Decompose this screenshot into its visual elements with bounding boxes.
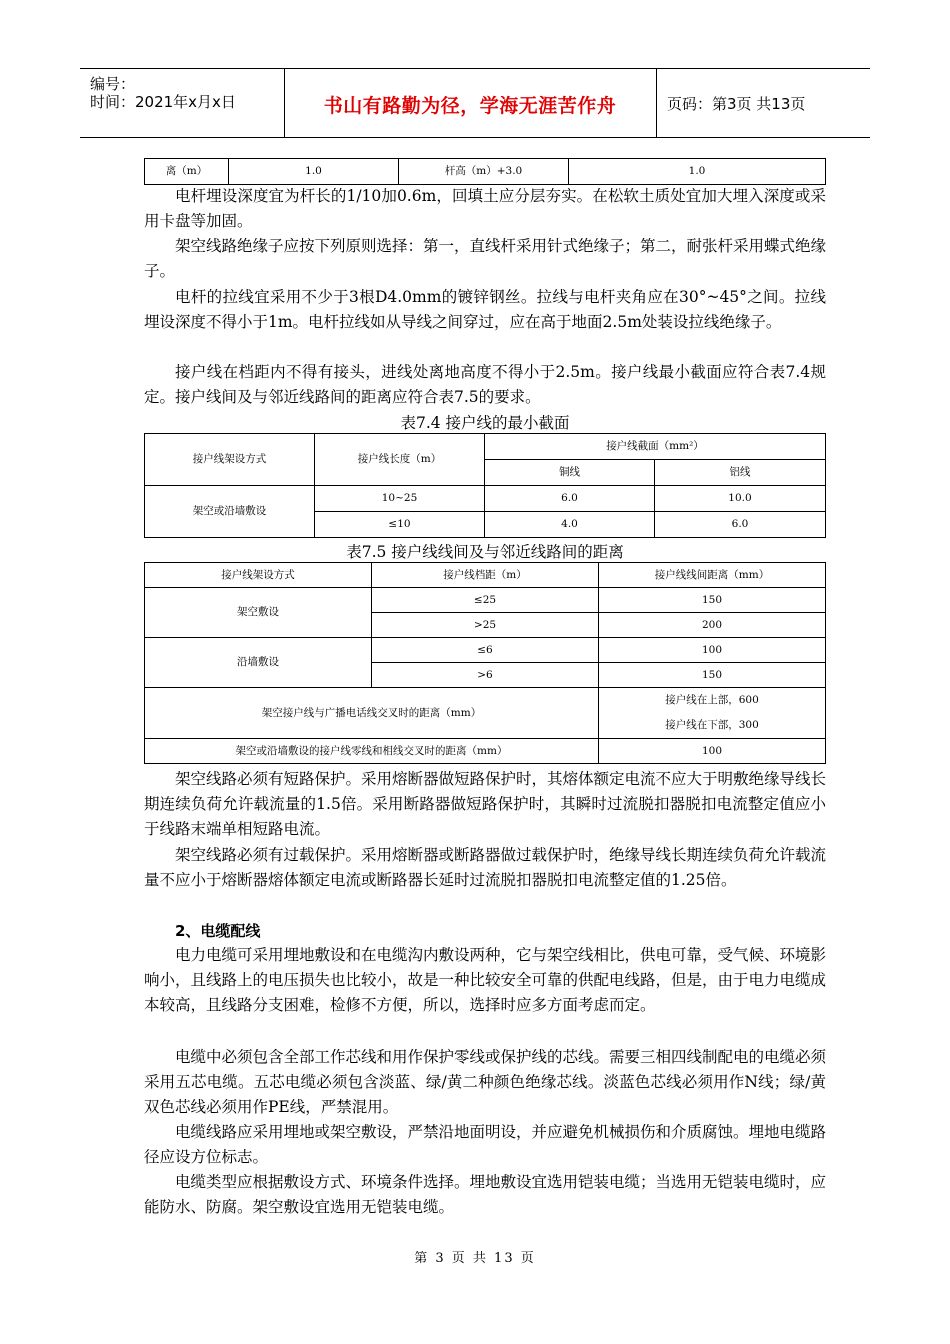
table-7-5-caption: 表7.5 接户线线间及与邻近线路间的距离 xyxy=(346,543,624,561)
table-cell: 200 xyxy=(599,613,826,638)
page-footer: 第 3 页 共 13 页 xyxy=(414,1251,536,1266)
table-cell: ≤6 xyxy=(372,638,599,663)
table-cell: 150 xyxy=(599,588,826,613)
table-cell: 6.0 xyxy=(485,486,655,512)
broadcast-lower: 接户线在下部，300 xyxy=(665,719,759,731)
time-label: 时间：2021年x月x日 xyxy=(90,93,236,111)
table-cell: >6 xyxy=(372,663,599,688)
paragraph-short-circuit: 架空线路必须有短路保护。采用熔断器做短路保护时，其熔体额定电流不应大于明敷绝缘导线长期连续负荷允许载流量的1.5倍。采用断路器做短路保护时，其瞬时过流脱扣器脱扣电流整定值应小于线路末端单相短路电流。 xyxy=(144,770,827,838)
paragraph-guy-wire: 电杆的拉线宜采用不少于3根D4.0mm的镀锌钢丝。拉线与电杆夹角应在30°~45°之间。拉线埋设深度不得小于1m。电杆拉线如从导线之间穿过，应在高于地面2.5m处装设拉线绝缘子。 xyxy=(144,288,826,331)
table-cell: ≤10 xyxy=(315,512,485,538)
table-cell: 架空或沿墙敷设的接户线零线和相线交叉时的距离（mm） xyxy=(145,739,599,764)
table-cell: 沿墙敷设 xyxy=(145,638,372,688)
header-cell: 接户线架设方式 xyxy=(145,563,372,588)
header-cell: 铜线 xyxy=(485,460,655,486)
table-row xyxy=(145,486,826,512)
paragraph-cable-cores: 电缆中必须包含全部工作芯线和用作保护零线或保护线的芯线。需要三相四线制配电的电缆必须采用五芯电缆。五芯电缆必须包含淡蓝、绿/黄二种颜色绝缘芯线。淡蓝色芯线必须用作N线；绿/黄双色芯线必须用作PE线，严禁混用。 xyxy=(144,1048,827,1116)
table-cell: 离（m） xyxy=(145,159,229,185)
section-heading-cable: 2、电缆配线 xyxy=(175,922,261,940)
paragraph-pole-depth: 电杆埋设深度宜为杆长的1/10加0.6m，回填土应分层夯实。在松软土质处宜加大埋入深度或采用卡盘等加固。 xyxy=(144,187,826,230)
table-row xyxy=(145,739,826,764)
table-cell: 10.0 xyxy=(655,486,826,512)
table-header-row xyxy=(145,563,826,588)
table-cell: 4.0 xyxy=(485,512,655,538)
table-row xyxy=(145,588,826,613)
page-header xyxy=(80,68,870,138)
header-motto: 书山有路勤为径，学海无涯苦作舟 xyxy=(323,95,617,117)
table-cell: ≤25 xyxy=(372,588,599,613)
header-cell: 接户线长度（m） xyxy=(315,434,485,486)
serial-label: 编号： xyxy=(90,75,136,93)
paragraph-insulator: 架空线路绝缘子应按下列原则选择：第一，直线杆采用针式绝缘子；第二，耐张杆采用蝶式绝缘子。 xyxy=(144,237,827,280)
table-cell: 1.0 xyxy=(569,159,826,185)
paragraph-service-line: 接户线在档距内不得有接头，进线处离地高度不得小于2.5m。接户线最小截面应符合表7.4规定。接户线间及与邻近线路间的距离应符合表7.5的要求。 xyxy=(144,363,826,406)
table-cell: 1.0 xyxy=(229,159,399,185)
table-cell: >25 xyxy=(372,613,599,638)
header-cell: 接户线架设方式 xyxy=(145,434,315,486)
table-7-5 xyxy=(144,562,826,764)
table-cell: 架空敷设 xyxy=(145,588,372,638)
broadcast-upper: 接户线在上部，600 xyxy=(665,694,759,706)
header-cell: 接户线截面（mm²） xyxy=(485,434,826,460)
table-cell xyxy=(599,688,826,739)
table-cell: 100 xyxy=(599,638,826,663)
table-cell: 100 xyxy=(599,739,826,764)
table-row xyxy=(145,638,826,663)
header-page-cell xyxy=(656,69,871,137)
header-page-label: 页码：第3页 共13页 xyxy=(667,95,806,113)
header-cell: 接户线档距（m） xyxy=(372,563,599,588)
table-cell: 6.0 xyxy=(655,512,826,538)
table-cell: 架空或沿墙敷设 xyxy=(145,486,315,538)
header-cell: 接户线线间距离（mm） xyxy=(599,563,826,588)
paragraph-overload: 架空线路必须有过载保护。采用熔断器或断路器做过载保护时，绝缘导线长期连续负荷允许载流量不应小于熔断器熔体额定电流或断路器长延时过流脱扣器脱扣电流整定值的1.25倍。 xyxy=(144,846,827,889)
paragraph-cable-laying: 电缆线路应采用埋地或架空敷设，严禁沿地面明设，并应避免机械损伤和介质腐蚀。埋地电缆路径应设方位标志。 xyxy=(144,1123,827,1166)
continued-table xyxy=(144,158,826,185)
table-cell: 杆高（m）+3.0 xyxy=(399,159,569,185)
table-7-4-caption: 表7.4 接户线的最小截面 xyxy=(400,414,570,432)
table-row xyxy=(145,688,826,739)
table-header-row xyxy=(145,434,826,460)
table-row xyxy=(145,159,826,185)
paragraph-cable-intro: 电力电缆可采用埋地敷设和在电缆沟内敷设两种，它与架空线相比，供电可靠，受气候、环境影响小，且线路上的电压损失也比较小，故是一种比较安全可靠的供配电线路，但是，由于电力电缆成本较高，且线路分支困难，检修不方便，所以，选择时应多方面考虑而定。 xyxy=(144,946,827,1014)
table-cell: 10~25 xyxy=(315,486,485,512)
table-cell: 150 xyxy=(599,663,826,688)
header-meta-cell xyxy=(80,69,285,137)
table-7-4 xyxy=(144,433,826,538)
header-cell: 铝线 xyxy=(655,460,826,486)
paragraph-cable-type: 电缆类型应根据敷设方式、环境条件选择。埋地敷设宜选用铠装电缆；当选用无铠装电缆时，应能防水、防腐。架空敷设宜选用无铠装电缆。 xyxy=(144,1173,827,1216)
table-cell: 架空接户线与广播电话线交叉时的距离（mm） xyxy=(145,688,599,739)
